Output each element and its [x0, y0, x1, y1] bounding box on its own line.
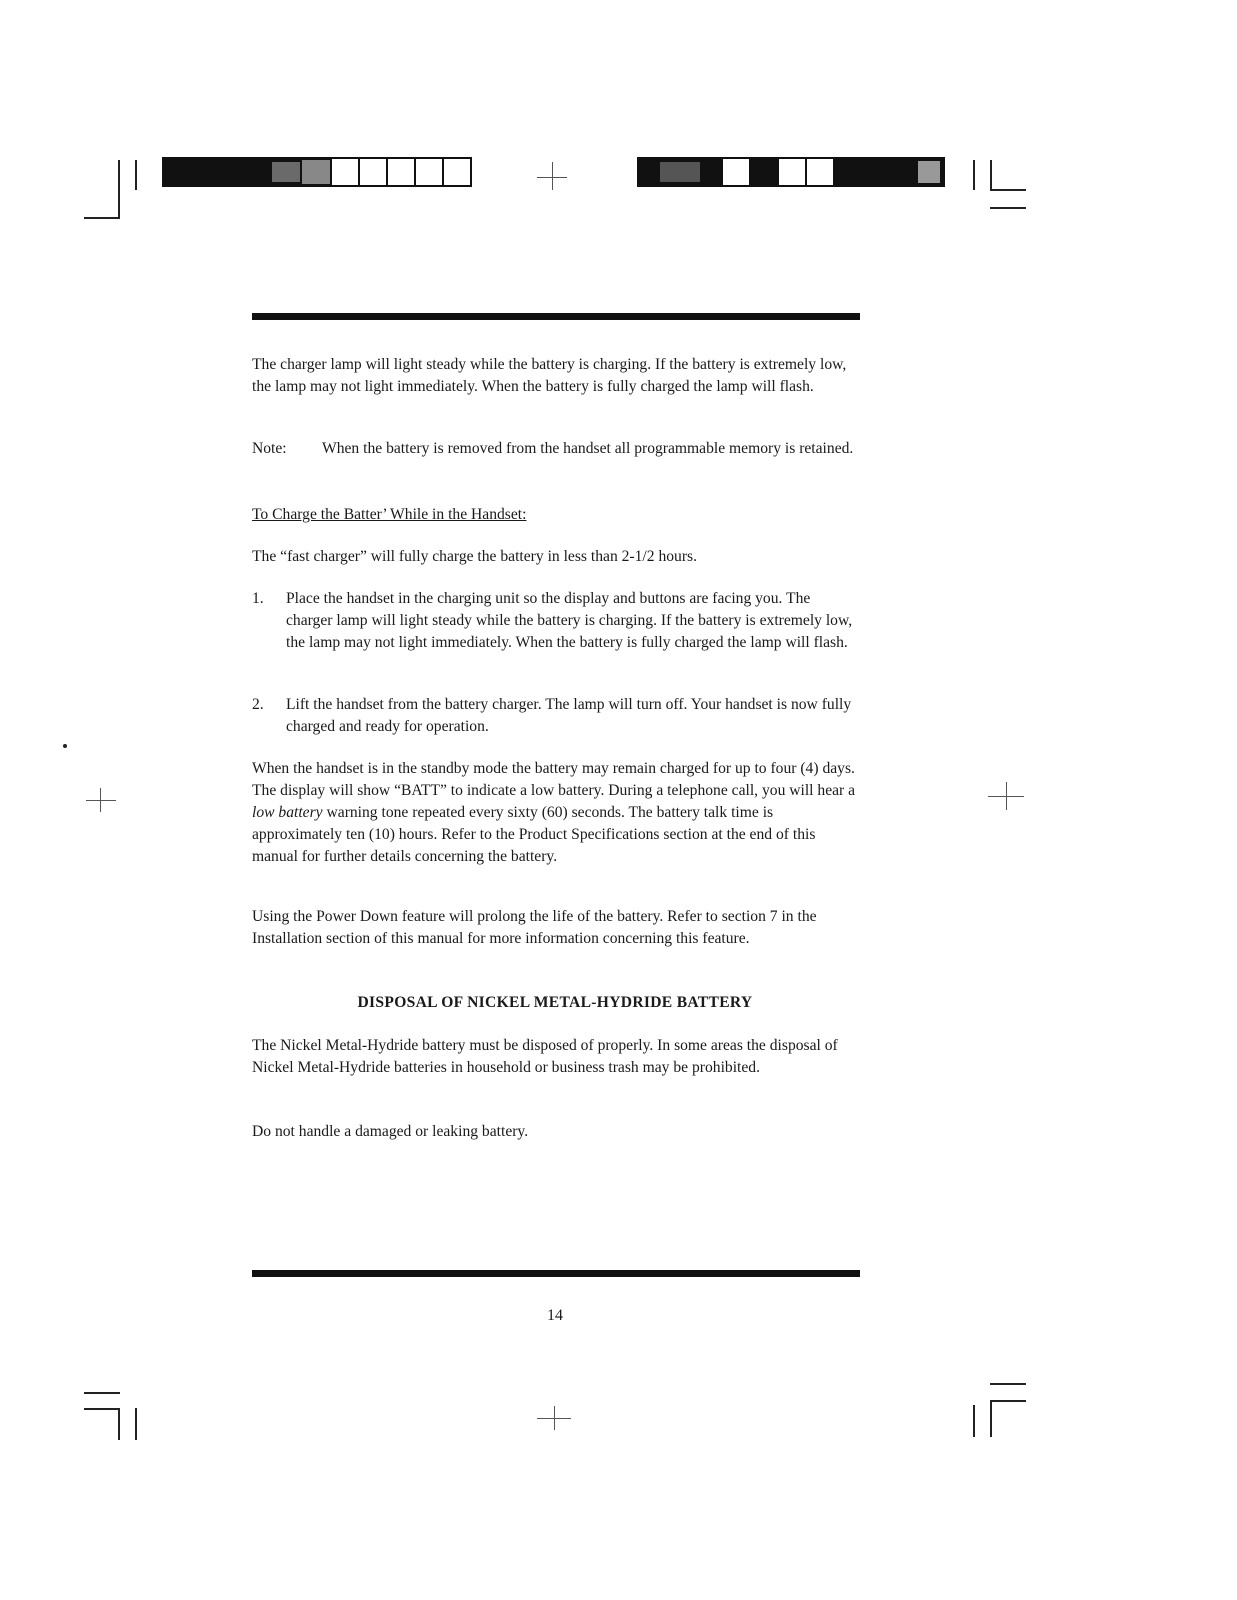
step-text: Place the handset in the charging unit so the display and buttons are facing you. The charger lamp will light steady while the battery is charging. If the battery is extremely low, the lamp may not light immediately. When the battery is fully charged the lamp will flash.	[286, 590, 853, 651]
disposal-heading: DISPOSAL OF NICKEL METAL-HYDRIDE BATTERY	[357, 994, 753, 1011]
standby-text-continued: warning tone repeated every sixty (60) seconds. The battery talk time is approximately ten (10) hours. Refer to the Product Specifications section at the end of this manual for further details concerning the battery.	[252, 804, 816, 865]
step-text: Lift the handset from the battery charger. The lamp will turn off. Your handset is now fully charged and ready for operation.	[286, 696, 852, 735]
crosshair-mark	[86, 800, 116, 801]
power-down-paragraph: Using the Power Down feature will prolong the life of the battery. Refer to section 7 in the Installation section of this manual for more information concerning this feature.	[252, 908, 817, 947]
crop-mark	[990, 1400, 992, 1437]
subheading-charge-in-handset: To Charge the Batter’ While in the Handset:	[252, 506, 527, 523]
page-number: 14	[547, 1307, 563, 1324]
note-text: When the battery is removed from the handset all programmable memory is retained.	[322, 440, 854, 457]
crosshair-mark	[1006, 782, 1007, 810]
crop-mark	[990, 189, 1026, 191]
crop-mark	[118, 1408, 120, 1440]
crosshair-mark	[100, 788, 101, 812]
intro-paragraph: The charger lamp will light steady while the battery is charging. If the battery is extremely low, the lamp may not light immediately. When the battery is fully charged the lamp will flash.	[252, 356, 847, 395]
speck	[63, 744, 67, 748]
crop-mark	[990, 207, 1026, 209]
crop-mark	[973, 160, 975, 190]
disposal-paragraph: The Nickel Metal-Hydride battery must be disposed of properly. In some areas the disposal of Nickel Metal-Hydride batteries in household or business trash may be prohibited.	[252, 1037, 838, 1076]
fast-charger-paragraph: The “fast charger” will fully charge the battery in less than 2-1/2 hours.	[252, 548, 698, 565]
crop-mark	[84, 1408, 120, 1410]
low-battery-emphasis: low battery	[252, 804, 323, 821]
crop-mark	[990, 1383, 1026, 1385]
note-label: Note:	[252, 440, 287, 457]
crop-mark	[990, 1400, 1026, 1402]
crop-mark	[990, 160, 992, 190]
list-item	[252, 588, 858, 678]
crop-mark	[118, 160, 120, 218]
standby-paragraph	[252, 758, 858, 868]
standby-text: When the handset is in the standby mode the battery may remain charged for up to four (4) days. The display will show “BATT” to indicate a low battery. During a telephone call, you will hear a	[252, 760, 856, 799]
registration-bar	[918, 161, 940, 183]
crop-mark	[973, 1405, 975, 1437]
document-body	[252, 0, 858, 1600]
list-item	[252, 694, 858, 740]
step-number: 1.	[252, 590, 264, 607]
crop-mark	[84, 217, 120, 219]
crop-mark	[84, 1392, 120, 1394]
step-number: 2.	[252, 696, 264, 713]
crop-mark	[135, 1408, 137, 1440]
crop-mark	[135, 160, 137, 190]
note-block	[252, 438, 858, 486]
handle-warning: Do not handle a damaged or leaking battery.	[252, 1123, 529, 1140]
